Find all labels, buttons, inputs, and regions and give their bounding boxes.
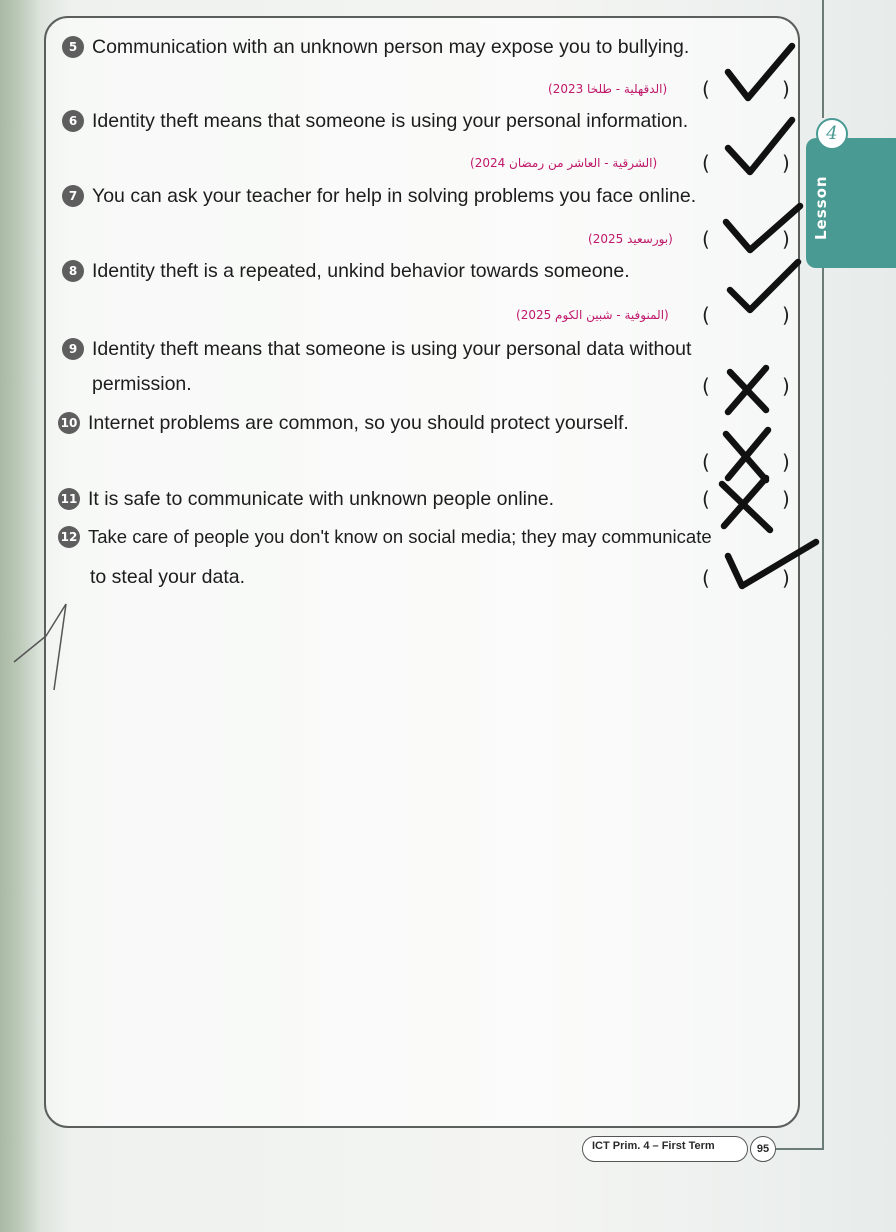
pencil-stroke-icon xyxy=(14,604,66,662)
question-source: (بورسعيد 2025) xyxy=(588,232,673,246)
question-text: Take care of people you don't know on social media; they may communicate xyxy=(88,526,712,547)
answer-paren-open: ( xyxy=(702,374,710,398)
question-text: Identity theft means that someone is using your personal data without xyxy=(92,338,692,360)
question-number: 12 xyxy=(58,526,80,548)
answer-paren-open: ( xyxy=(702,151,710,175)
question-continuation: permission. xyxy=(92,373,192,395)
question-text: Internet problems are common, so you should protect yourself. xyxy=(88,412,629,434)
question-number: 7 xyxy=(62,185,84,207)
question-text: It is safe to communicate with unknown people online. xyxy=(88,488,555,510)
answer-paren-close: ) xyxy=(782,227,790,251)
cross-mark-icon xyxy=(728,368,766,412)
lesson-label: Lesson xyxy=(812,175,830,241)
answer-paren-close: ) xyxy=(782,303,790,327)
check-mark-icon xyxy=(726,206,800,250)
question-number: 9 xyxy=(62,338,84,360)
lesson-number: 4 xyxy=(816,118,848,150)
answer-paren-open: ( xyxy=(702,227,710,251)
cross-mark-icon xyxy=(726,430,768,480)
question-source: (الدقهلية - طلخا 2023) xyxy=(548,82,668,96)
question-text: You can ask your teacher for help in solving problems you face online. xyxy=(92,185,697,207)
answer-paren-open: ( xyxy=(702,303,710,327)
pencil-stroke-icon xyxy=(54,604,66,690)
question-text: Communication with an unknown person may expose you to bullying. xyxy=(92,36,690,58)
check-mark-icon xyxy=(728,120,792,172)
question-text: Identity theft is a repeated, unkind behavior towards someone. xyxy=(92,260,630,282)
question-source: (المنوفية - شبين الكوم 2025) xyxy=(516,308,669,322)
question-number: 8 xyxy=(62,260,84,282)
answer-paren-close: ) xyxy=(782,77,790,101)
check-mark-icon xyxy=(728,542,816,586)
question-continuation: to steal your data. xyxy=(90,566,246,588)
footer-label: ICT Prim. 4 – First Term xyxy=(592,1140,715,1152)
answer-paren-open: ( xyxy=(702,450,710,474)
answer-paren-close: ) xyxy=(782,566,790,590)
check-mark-icon xyxy=(728,46,792,98)
cross-mark-icon xyxy=(722,478,770,530)
answer-paren-close: ) xyxy=(782,450,790,474)
question-number: 11 xyxy=(58,488,80,510)
page-number: 95 xyxy=(750,1136,776,1162)
answer-paren-open: ( xyxy=(702,77,710,101)
check-mark-icon xyxy=(730,262,798,310)
answer-paren-open: ( xyxy=(702,566,710,590)
answer-paren-close: ) xyxy=(782,487,790,511)
question-text: Identity theft means that someone is using your personal information. xyxy=(92,110,689,132)
answer-paren-close: ) xyxy=(782,151,790,175)
question-source: (الشرقية - العاشر من رمضان 2024) xyxy=(470,156,658,170)
answer-paren-close: ) xyxy=(782,374,790,398)
answer-paren-open: ( xyxy=(702,487,710,511)
question-number: 5 xyxy=(62,36,84,58)
question-number: 10 xyxy=(58,412,80,434)
question-number: 6 xyxy=(62,110,84,132)
